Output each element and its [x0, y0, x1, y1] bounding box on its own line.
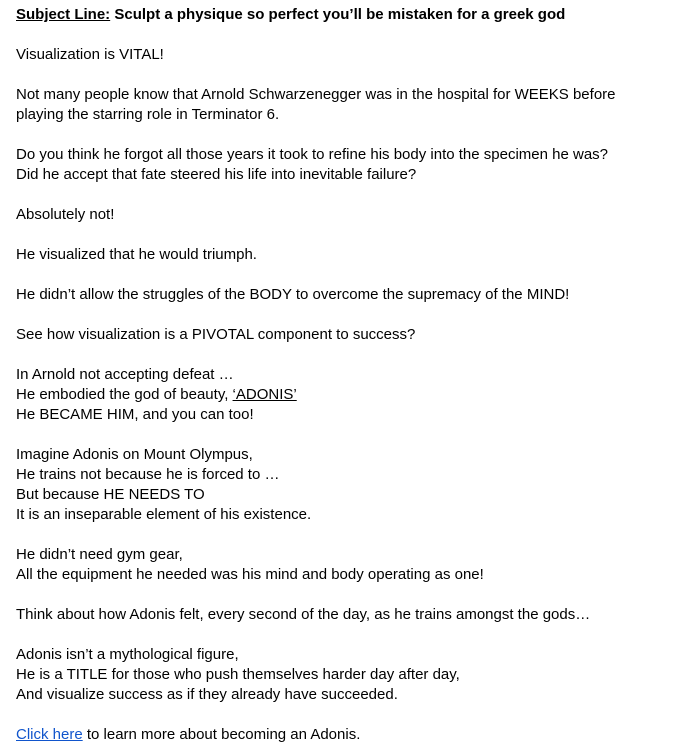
spacer: [16, 305, 676, 325]
click-here-link[interactable]: Click here: [16, 726, 83, 743]
email-document: [16, 5, 676, 745]
subject-text: Sculpt a physique so perfect you’ll be mistaken for a greek god: [110, 6, 566, 23]
paragraph-absolutely-not: Absolutely not!: [16, 206, 115, 223]
call-to-action-text: to learn more about becoming an Adonis.: [82, 726, 361, 743]
adonis-intro-text: He embodied the god of beauty,: [16, 386, 233, 403]
paragraph-gear-line-2: All the equipment he needed was his mind and body operating as one!: [16, 566, 484, 583]
spacer: [16, 65, 676, 85]
paragraph-visualization: Visualization is VITAL!: [16, 46, 164, 63]
spacer: [16, 185, 676, 205]
paragraph-defeat-line-1: In Arnold not accepting defeat …: [16, 366, 234, 383]
paragraph-gear-line-1: He didn’t need gym gear,: [16, 546, 183, 563]
paragraph-olympus-line-3: But because HE NEEDS TO: [16, 486, 205, 503]
spacer: [16, 625, 676, 645]
paragraph-arnold-line-2: playing the starring role in Terminator 6.: [16, 106, 280, 123]
spacer: [16, 345, 676, 365]
spacer: [16, 705, 676, 725]
paragraph-title-line-1: Adonis isn’t a mythological figure,: [16, 646, 239, 663]
paragraph-question-line-2: Did he accept that fate steered his life into inevitable failure?: [16, 166, 417, 183]
paragraph-arnold-line-1: Not many people know that Arnold Schwarzenegger was in the hospital for WEEKS before: [16, 86, 616, 103]
paragraph-question-line-1: Do you think he forgot all those years it took to refine his body into the specimen he was?: [16, 146, 609, 163]
paragraph-title-line-2: He is a TITLE for those who push themselves harder day after day,: [16, 666, 460, 683]
spacer: [16, 585, 676, 605]
spacer: [16, 225, 676, 245]
paragraph-pivotal: See how visualization is a PIVOTAL component to success?: [16, 326, 416, 343]
spacer: [16, 25, 676, 45]
paragraph-olympus-line-4: It is an inseparable element of his existence.: [16, 506, 312, 523]
paragraph-defeat-line-3: He BECAME HIM, and you can too!: [16, 406, 254, 423]
paragraph-olympus-line-2: He trains not because he is forced to …: [16, 466, 280, 483]
subject-label: Subject Line:: [16, 6, 111, 23]
adonis-underlined-text: ‘ADONIS’: [232, 386, 297, 403]
paragraph-defeat-line-2: [16, 385, 676, 405]
spacer: [16, 425, 676, 445]
paragraph-triumph: He visualized that he would triumph.: [16, 246, 257, 263]
paragraph-title-line-3: And visualize success as if they already have succeeded.: [16, 686, 398, 703]
paragraph-body-mind: He didn’t allow the struggles of the BODY to overcome the supremacy of the MIND!: [16, 286, 570, 303]
subject-line: [16, 5, 676, 25]
spacer: [16, 265, 676, 285]
paragraph-gods: Think about how Adonis felt, every second of the day, as he trains amongst the gods…: [16, 606, 591, 623]
spacer: [16, 525, 676, 545]
spacer: [16, 125, 676, 145]
call-to-action: [16, 725, 676, 745]
paragraph-olympus-line-1: Imagine Adonis on Mount Olympus,: [16, 446, 253, 463]
